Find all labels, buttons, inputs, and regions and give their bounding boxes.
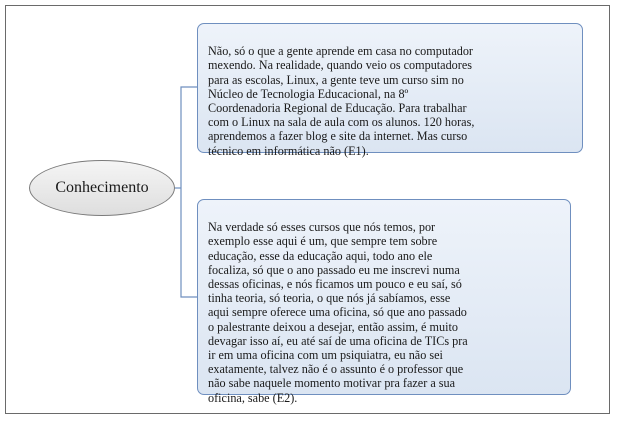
branch-node-e2 (197, 199, 571, 405)
connector-branch-2 (181, 188, 197, 297)
connector-branch-1 (181, 87, 197, 188)
root-node-label: Conhecimento (55, 179, 149, 196)
branch-node-e1-text: Não, só o que a gente aprende em casa no computador mexendo. Na realidade, quando veio os computadores para as escolas, Linux, a gente teve um curso sim no Núcleo de Tecnologia Educacional, na 8º Coordenadoria Regional de Educação. Para trabalhar com o Linux na sala de aula com os alunos. 120 horas, aprendemos a fazer blog e site da internet. Mas curso técnico em informática não (E1). (208, 44, 475, 158)
branch-node-e2-text: Na verdade só esses cursos que nós temos, por exemplo esse aqui é um, que sempre tem sobre educação, esse da educação aqui, todo ano ele focaliza, só que o ano passado eu me inscrevi numa dessas oficinas, e nós ficamos um pouco e eu saí, só tinha teoria, só teoria, o que nós já sabíamos, esse aqui sempre oferece uma oficina, só que ano passado o palestrante deixou a desejar, então assim, é muito devagar isso aí, eu até saí de uma oficina de TICs pra ir em uma oficina com um psiquiatra, eu não sei exatamente, talvez não é o assunto é o professor que não sabe naquele momento motivar pra fazer a sua oficina, sabe (E2). (208, 220, 468, 405)
root-node-conhecimento (29, 160, 175, 216)
branch-node-e1 (197, 23, 583, 158)
